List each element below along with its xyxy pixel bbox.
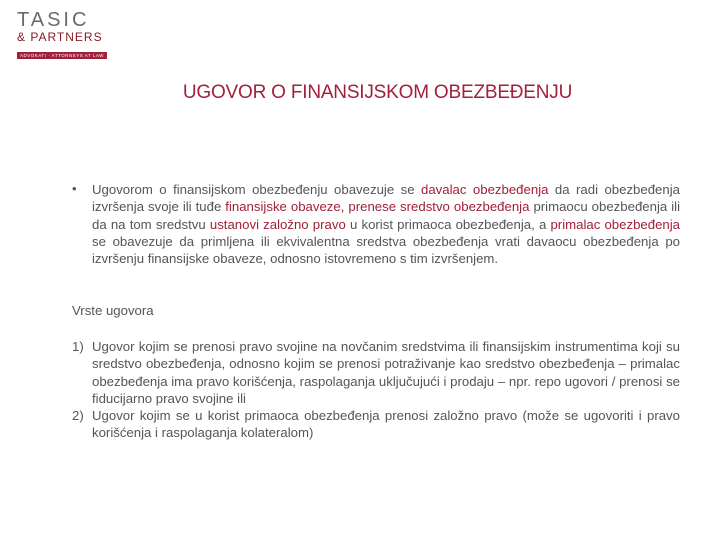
company-logo — [17, 10, 117, 62]
highlighted-term: davalac obezbeđenja — [421, 182, 549, 197]
list-item — [72, 338, 680, 407]
text-fragment: da radi obezbeđenja izvršenja svoje ili tuđe — [92, 182, 680, 215]
definition-text — [92, 181, 680, 267]
list-item-text: Ugovor kojim se u korist primaoca obezbeđenja prenosi založno pravo (može se ugovoriti i pravo korišćenja i raspolaganja kolateralom) — [92, 408, 680, 441]
logo-tagline: ADVOKATI · ATTORNEYS AT LAW — [17, 52, 107, 59]
text-fragment: u korist primaoca obezbeđenja, a — [345, 216, 551, 232]
definition-bullet — [72, 181, 680, 267]
list-item-number: 2) — [72, 408, 84, 424]
section-heading: Vrste ugovora — [72, 303, 154, 318]
highlighted-term: ustanovi založno pravo — [209, 216, 346, 232]
logo-wordmark: TASIC — [17, 9, 90, 31]
text-fragment: primaocu obezbeđenja ili da na tom sredstvu — [92, 199, 681, 232]
list-item-number: 1) — [72, 339, 84, 354]
logo-subtitle: & PARTNERS — [17, 30, 103, 44]
highlighted-term: primalac obezbeđenja — [550, 216, 681, 232]
text-fragment: Ugovorom o finansijskom obezbeđenju obavezuje se — [92, 182, 422, 197]
text-fragment: se obavezuje da primljena ili ekvivalentna sredstva obezbeđenja vrati davaocu obezbeđenja po izvršenju finansijske obaveze, odnosno istovremeno s tim izvršenjem. — [92, 233, 680, 267]
page-title: UGOVOR O FINANSIJSKOM OBEZBEĐENJU — [182, 82, 573, 103]
list-item-text: Ugovor kojim se prenosi pravo svojine na novčanim sredstvima ili finansijskim instrumentima koji su sredstvo obezbeđenja, odnosno kojim se prenosi potraživanje kao sredstvo obezbeđenja – primalac obezbeđenja ima pravo korišćenja, raspolaganja uključujući i prodaju – npr. repo ugovori / prenosi se fiducijarno pravo svojine ili — [92, 339, 680, 406]
bullet-marker: • — [72, 181, 77, 196]
contract-types-list — [72, 338, 680, 442]
highlighted-term: finansijske obaveze, prenese sredstvo obezbeđenja — [225, 199, 530, 215]
list-item — [72, 407, 680, 442]
